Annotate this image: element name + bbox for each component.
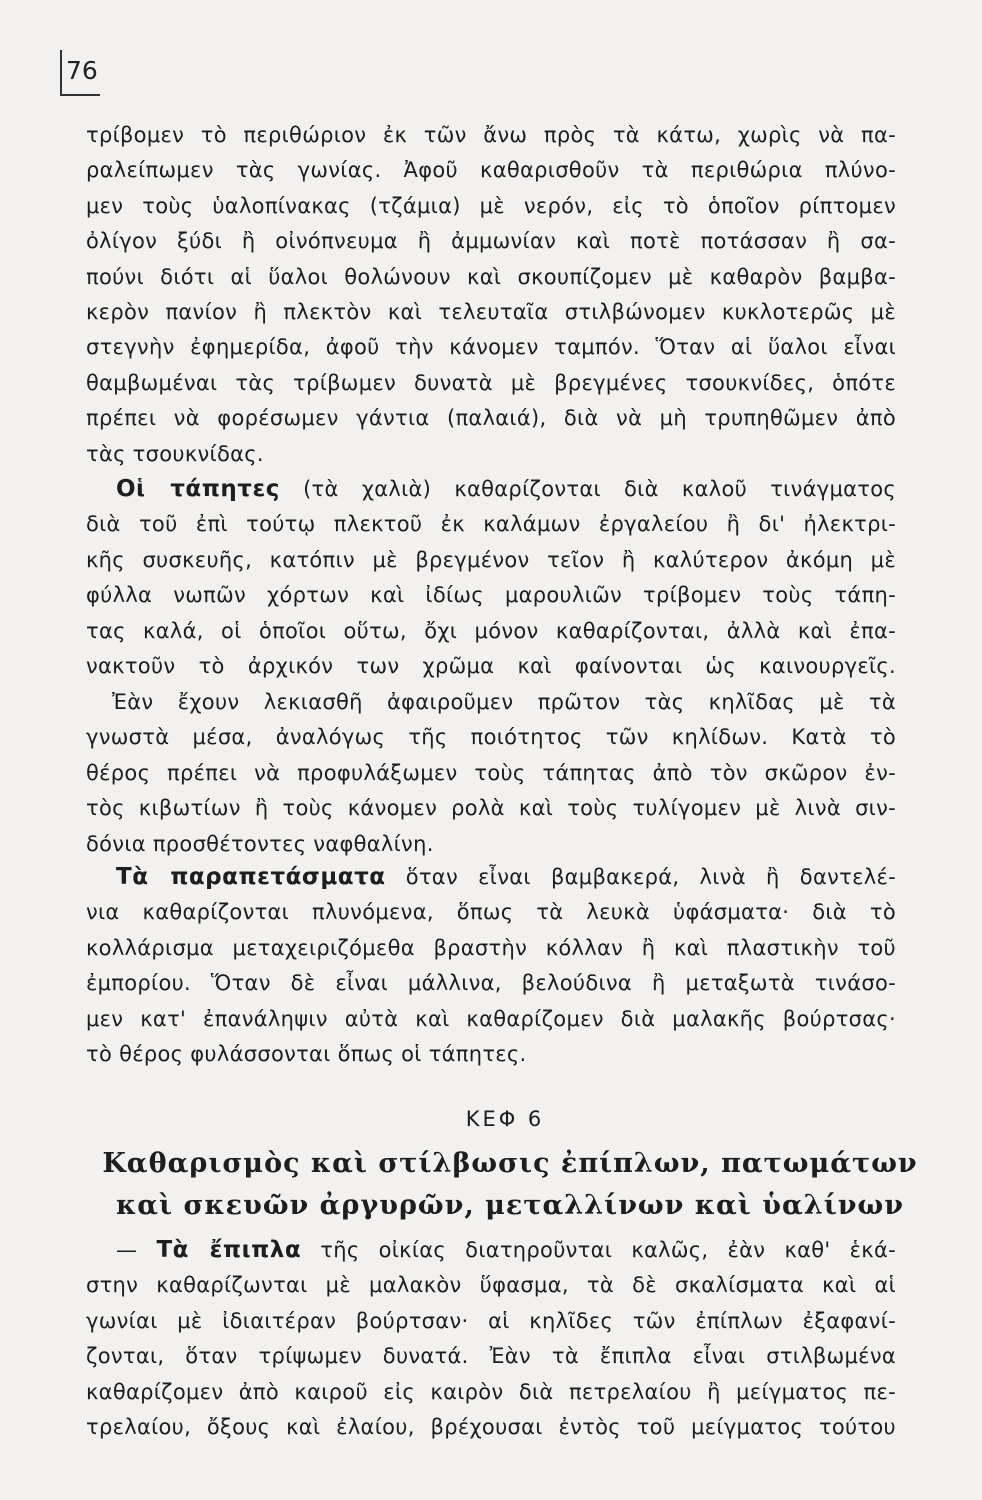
text-line: τρίβομεν τὸ περιθώριον ἐκ τῶν ἄνω πρὸς τὰ κάτω, χωρὶς νὰ πα- (86, 123, 896, 147)
text-line: γνωστὰ μέσα, ἀναλόγως τῆς ποιότητος τῶν κηλίδων. Κατὰ τὸ (86, 725, 896, 750)
section-heading-carpets: Οἱ τάπητες (116, 476, 280, 502)
text-line: στεγνὴν ἐφημερίδα, ἀφοῦ τὴν κάνομεν ταμπόν. Ὅταν αἱ ὕαλοι εἶναι (86, 335, 896, 360)
text-line: ἐμπορίου. Ὅταν δὲ εἶναι μάλλινα, βελούδινα ἢ μεταξωτὰ τινάσο- (86, 971, 896, 996)
paragraph-stains (86, 685, 896, 862)
page-number-text: 76 (66, 56, 98, 85)
text-line: πούνι διότι αἱ ὕαλοι θολώνουν καὶ σκουπίζομεν μὲ καθαρὸν βαμβα- (86, 264, 896, 289)
page-number-bracket-vertical (60, 50, 62, 94)
text-line: ὀλίγον ξύδι ἢ οἰνόπνευμα ἢ ἀμμωνίαν καὶ ποτὲ ποτάσσαν ἢ σα- (86, 229, 896, 254)
text-line: τρελαίου, ὄξους καὶ ἐλαίου, βρέχουσαι ἐντὸς τοῦ μείγματος τούτου (86, 1414, 896, 1439)
text-line: κερὸν πανίον ἢ πλεκτὸν καὶ τελευταῖα στιλβώνομεν κυκλοτερῶς μὲ (86, 299, 896, 324)
text-line (86, 860, 896, 895)
text-line: πρέπει νὰ φορέσωμεν γάντια (παλαιά), διὰ νὰ μὴ τρυπηθῶμεν ἀπὸ (86, 406, 896, 431)
text-line: δόνια προσθέτοντες ναφθαλίνη. (86, 831, 434, 856)
paragraph-1 (86, 118, 896, 472)
text-line: τὸς κιβωτίων ἢ τοὺς κάνομεν ρολὰ καὶ τοὺς τυλίγομεν μὲ λινὰ σιν- (86, 796, 896, 821)
chapter-title-line-2: καὶ σκευῶν ἀργυρῶν, μεταλλίνων καὶ ὑαλίνων (116, 1190, 904, 1221)
section-heading-curtains: Τὰ παραπετάσματα (116, 864, 386, 890)
paragraph-carpets (86, 472, 896, 684)
text-run: τῆς οἰκίας διατηροῦνται καλῶς, ἐὰν καθ' ἑκά- (320, 1238, 896, 1262)
text-line: Ἐὰν ἔχουν λεκιασθῆ ἀφαιροῦμεν πρῶτον τὰς κηλῖδας μὲ τὰ (112, 690, 896, 714)
text-line: τας καλά, οἱ ὁποῖοι οὕτω, ὄχι μόνον καθαρίζονται, ἀλλὰ καὶ ἐπα- (86, 618, 896, 643)
section-heading-furniture: Τὰ ἔπιπλα (156, 1237, 302, 1263)
text-line (86, 1233, 896, 1268)
text-run: ὅταν εἶναι βαμβακερά, λινὰ ἢ δαντελέ- (405, 865, 896, 889)
text-line: τὰς τσουκνίδας. (86, 441, 264, 466)
page-number-bracket-horizontal (60, 94, 100, 96)
text-line: καθαρίζομεν ἀπὸ καιροῦ εἰς καιρὸν διὰ πετρελαίου ἢ μείγματος πε- (86, 1379, 896, 1404)
chapter-label: ΚΕΦ 6 (465, 1107, 545, 1131)
text-line: ραλείπωμεν τὰς γωνίας. Ἀφοῦ καθαρισθοῦν τὰ περιθώρια πλύνο- (86, 158, 896, 183)
text-line: νια καθαρίζονται πλυνόμενα, ὅπως τὰ λευκὰ ὑφάσματα· διὰ τὸ (86, 900, 896, 925)
text-line (86, 472, 896, 507)
page-number (56, 50, 102, 96)
text-line: κολλάρισμα μεταχειριζόμεθα βραστὴν κόλλαν ἢ καὶ πλαστικὴν τοῦ (86, 935, 896, 960)
dash: — (116, 1238, 157, 1262)
text-line: ζονται, ὅταν τρίψωμεν δυνατά. Ἐὰν τὰ ἔπιπλα εἶναι στιλβωμένα (86, 1344, 896, 1369)
text-line: μεν τοὺς ὑαλοπίνακας (τζάμια) μὲ νερόν, εἰς τὸ ὁποῖον ρίπτομεν (86, 193, 896, 218)
paragraph-furniture (86, 1233, 896, 1445)
chapter-title-line-1: Καθαρισμὸς καὶ στίλβωσις ἐπίπλων, πατωμάτων (102, 1148, 918, 1179)
text-line: διὰ τοῦ ἐπὶ τούτῳ πλεκτοῦ ἐκ καλάμων ἐργαλείου ἢ δι' ἠλεκτρι- (86, 512, 896, 537)
text-line: γωνίαι μὲ ἰδιαιτέραν βούρτσαν· αἱ κηλῖδες τῶν ἐπίπλων ἐξαφανί- (86, 1308, 896, 1333)
text-line: στην καθαρίζωνται μὲ μαλακὸν ὕφασμα, τὰ δὲ σκαλίσματα καὶ αἱ (86, 1273, 896, 1298)
text-line: νακτοῦν τὸ ἀρχικόν των χρῶμα καὶ φαίνονται ὡς καινουργεῖς. (86, 653, 896, 678)
text-line: θέρος πρέπει νὰ προφυλάξωμεν τοὺς τάπητας ἀπὸ τὸν σκῶρον ἐν- (86, 760, 896, 785)
text-line: θαμβωμέναι τὰς τρίβωμεν δυνατὰ μὲ βρεγμένες τσουκνίδες, ὁπότε (86, 370, 896, 395)
text-line: μεν κατ' ἐπανάληψιν αὐτὰ καὶ καθαρίζομεν διὰ μαλακῆς βούρτσας· (86, 1006, 896, 1031)
text-run: (τὰ χαλιὰ) καθαρίζονται διὰ καλοῦ τινάγματος (303, 477, 896, 501)
text-line: φύλλα νωπῶν χόρτων καὶ ἰδίως μαρουλιῶν τρίβομεν τοὺς τάπη- (86, 583, 896, 608)
text-line: τὸ θέρος φυλάσσονται ὅπως οἱ τάπητες. (86, 1041, 527, 1066)
paragraph-curtains (86, 860, 896, 1072)
text-line: κῆς συσκευῆς, κατόπιν μὲ βρεγμένον τεῖον ἢ καλύτερον ἀκόμη μὲ (86, 547, 896, 572)
